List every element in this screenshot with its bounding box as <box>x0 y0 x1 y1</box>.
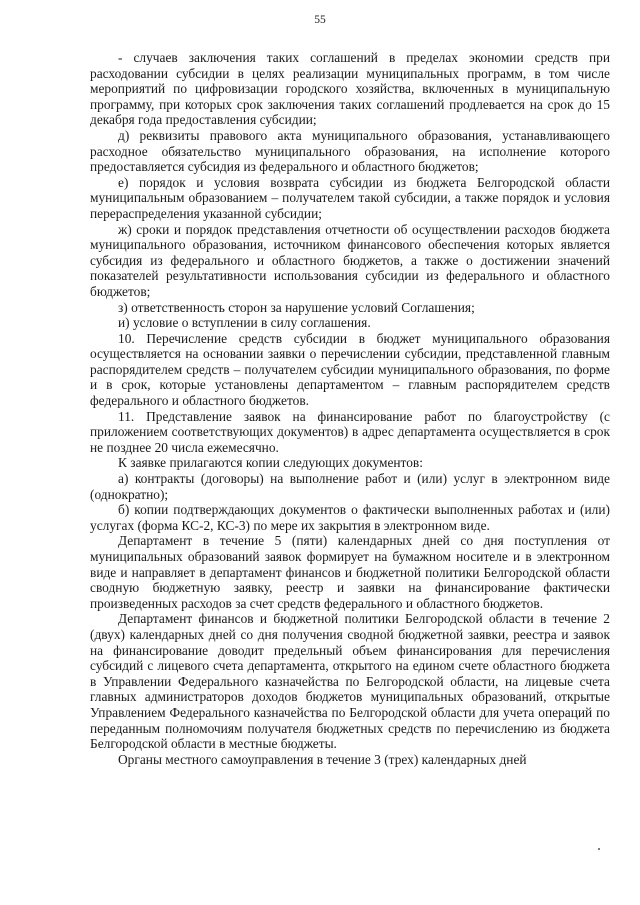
paragraph-item-zh: ж) сроки и порядок представления отчетности об осуществлении расходов бюджета муниципального образования, источником финансового обеспечения которых является субсидия из федерального и областного бюджетов, а также о достижении значений показателей результативности использования субсидии из федерального и областного бюджетов; <box>90 221 610 299</box>
paragraph-attachment-a: а) контракты (договоры) на выполнение работ и (или) услуг в электронном виде (однократно); <box>90 471 610 502</box>
paragraph-item-z: з) ответственность сторон за нарушение условий Соглашения; <box>118 299 475 315</box>
paragraph-savings-exception: - случаев заключения таких соглашений в пределах экономии средств при расходовании субсидии в целях реализации муниципальных программ, в том числе мероприятий по цифровизации городского хозяйства, включенных в муниципальную программу, при которых срок заключения таких соглашений продлевается на срок до 15 декабря года предоставления субсидии; <box>90 50 610 128</box>
paragraph-attachments-intro: К заявке прилагаются копии следующих документов: <box>118 455 423 471</box>
paragraph-item-d: д) реквизиты правового акта муниципального образования, устанавливающего расходное обязательство муниципального образования, на исполнение которого предоставляется субсидия из федерального и областного бюджетов; <box>90 127 610 175</box>
paragraph-department-5-days: Департамент в течение 5 (пяти) календарных дней со дня поступления от муниципальных образований заявок формирует на бумажном носителе и в электронном виде и направляет в департамент финансов и бюджетной политики Белгородской области сводную бюджетную заявку, реестр и заявки на финансирование фактически произведенных расходов за счет средств федерального и областного бюджетов. <box>90 533 610 611</box>
paragraph-local-governments: Органы местного самоуправления в течение 3 (трех) календарных дней <box>118 751 527 767</box>
paragraph-item-i: и) условие о вступлении в силу соглашения. <box>118 315 371 331</box>
page-number: 55 <box>314 14 326 26</box>
paragraph-section-10: 10. Перечисление средств субсидии в бюджет муниципального образования осуществляется на основании заявки о перечислении субсидии, представленной главным распорядителем средств – получателем субсидии муниципального образования, по форме и в срок, которые установлены департаментом – главным распорядителем средств федерального и областного бюджетов. <box>90 330 610 409</box>
paragraph-attachment-b: б) копии подтверждающих документов о фактически выполненных работах и (или) услугах (форма КС-2, КС-3) по мере их закрытия в электронном виде. <box>90 502 610 533</box>
paragraph-finance-department: Департамент финансов и бюджетной политики Белгородской области в течение 2 (двух) календарных дней со дня получения сводной бюджетной заявки, реестра и заявок на финансирование доводит предельный объем финансирования для перечисления субсидий с лицевого счета департамента, открытого на едином счете областного бюджета в Управлении Федерального казначейства по Белгородской области, на лицевые счета главных администраторов доходов бюджетов муниципальных образований, открытые Управлением Федерального казначейства по Белгородской области для учета операций по переданным полномочиям получателя бюджетных средств по перечислению из бюджета Белгородской области в местные бюджеты. <box>90 611 610 752</box>
paragraph-section-11: 11. Представление заявок на финансирование работ по благоустройству (с приложением соответствующих документов) в адрес департамента осуществляется в срок не позднее 20 числа ежемесячно. <box>90 408 610 455</box>
document-body <box>90 50 610 767</box>
scan-speck <box>598 848 600 850</box>
paragraph-item-e: е) порядок и условия возврата субсидии из бюджета Белгородской области муниципальным образованием – получателем такой субсидии, а также порядок и условия перераспределения указанной субсидии; <box>90 174 610 221</box>
